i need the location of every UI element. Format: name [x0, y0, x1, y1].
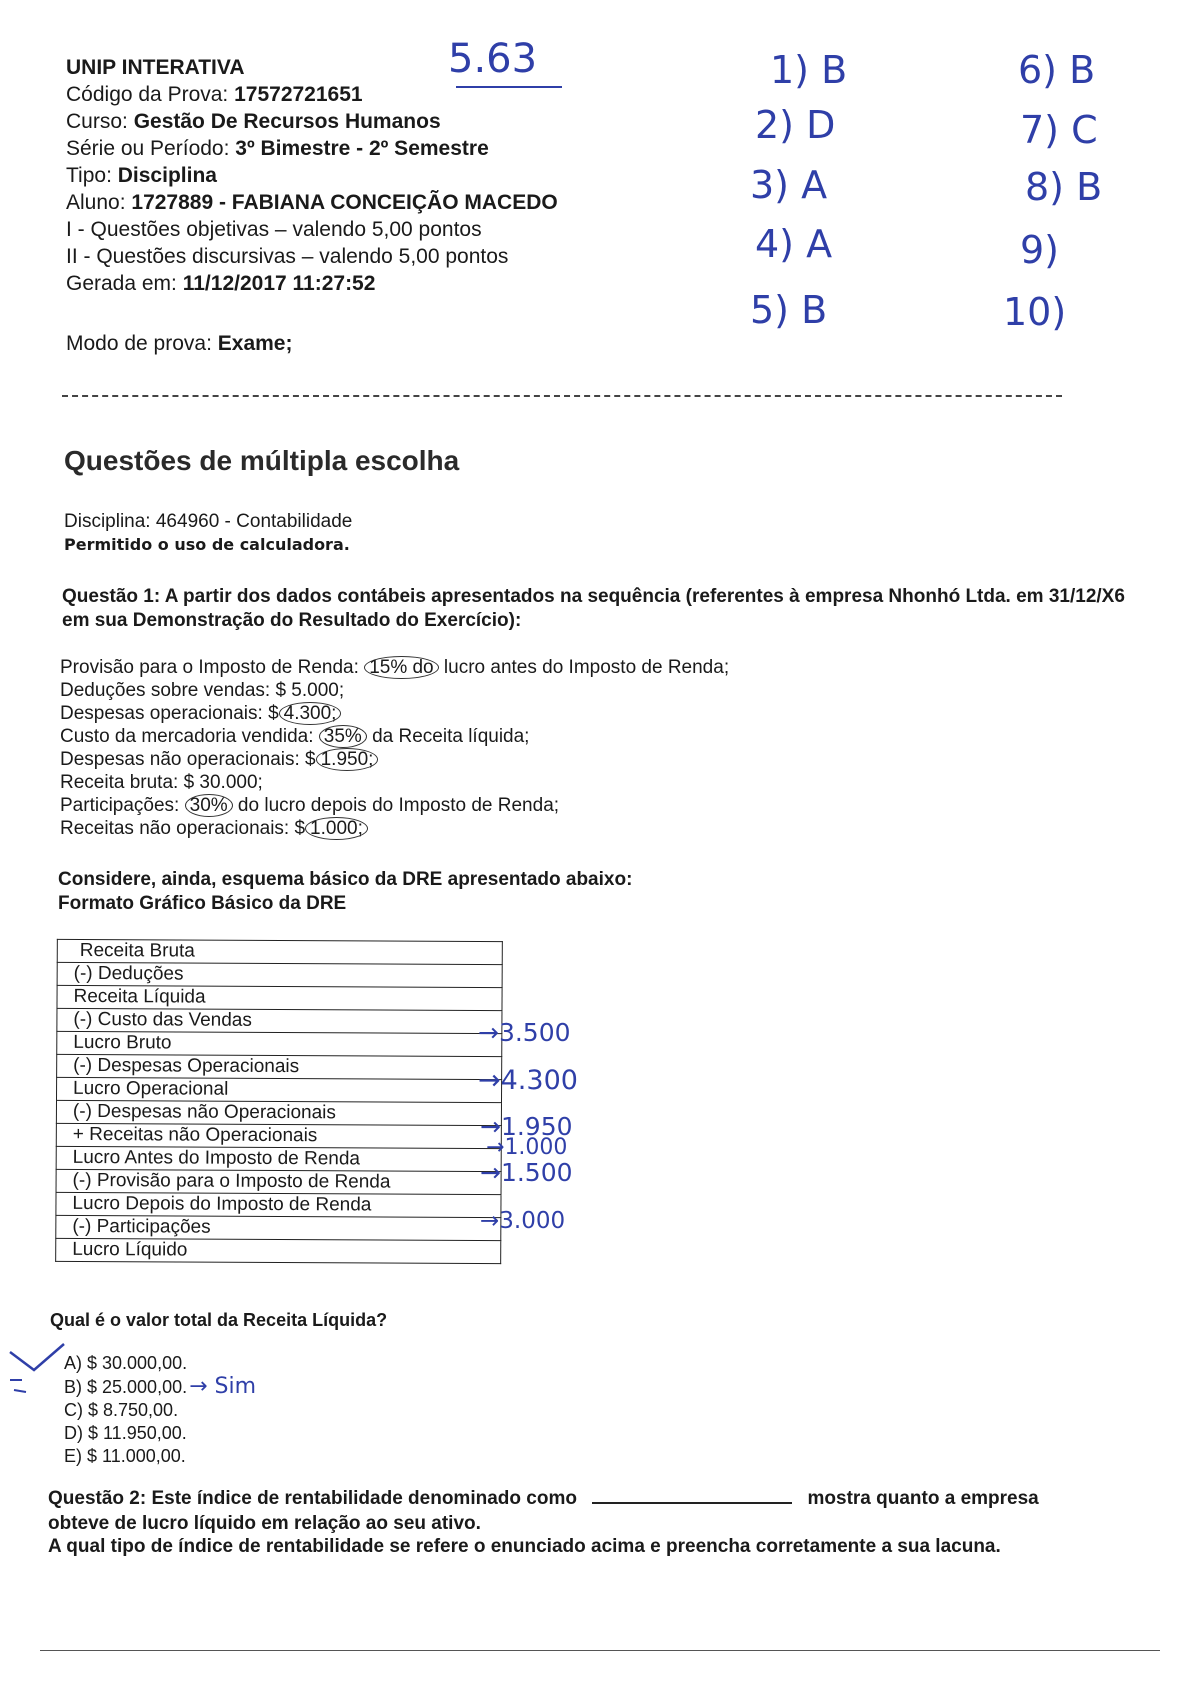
data-item: Deduções sobre vendas: $ 5.000; [60, 680, 345, 701]
table-row [56, 1123, 501, 1148]
header-divider [62, 395, 1062, 397]
discipline: Disciplina: 464960 - Contabilidade [64, 511, 353, 532]
generated-at: Gerada em: 11/12/2017 11:27:52 [66, 272, 376, 295]
question-1-data [60, 656, 729, 840]
table-row [56, 1192, 501, 1217]
handwritten-note: →1.000 [486, 1135, 568, 1160]
table-row [57, 1031, 502, 1056]
option-b: B) $ 25.000,00.→ Sim [64, 1374, 257, 1399]
objective-line: I - Questões objetivas – valendo 5,00 pontos [66, 218, 482, 241]
institution: UNIP INTERATIVA [66, 56, 245, 79]
header-block [66, 54, 558, 297]
handwritten-note: →1.500 [480, 1158, 573, 1187]
option-e: E) $ 11.000,00. [64, 1446, 186, 1466]
data-item: Custo da mercadoria vendida: 35% da Receita líquida; [60, 726, 530, 747]
table-row [56, 1146, 501, 1171]
dre-cell: Lucro Depois do Imposto de Renda [56, 1192, 501, 1217]
exam-type: Tipo: Disciplina [66, 164, 217, 187]
dre-cell: (-) Despesas não Operacionais [56, 1100, 501, 1125]
data-item: Despesas não operacionais: $ 1.950; [60, 748, 729, 771]
page-bottom-rule [40, 1650, 1160, 1651]
option-d: D) $ 11.950,00. [64, 1423, 187, 1443]
dre-cell: Lucro Antes do Imposto de Renda [56, 1146, 501, 1171]
dre-cell: (-) Deduções [57, 962, 502, 987]
calculator-note: Permitido o uso de calculadora. [64, 535, 350, 554]
question-2-line3: A qual tipo de índice de rentabilidade se refere o enunciado acima e preencha corretamente a sua lacuna. [48, 1536, 1001, 1557]
handwritten-note: →1.950 [480, 1112, 573, 1141]
dre-cell: (-) Participações [56, 1215, 501, 1240]
exam-code: Código da Prova: 17572721651 [66, 83, 363, 106]
option-a: A) $ 30.000,00. [64, 1353, 188, 1373]
handwritten-score: 5.63 [448, 36, 538, 82]
handwritten-answer-3: 3) A [750, 163, 828, 207]
dre-cell: Receita Bruta [57, 939, 502, 964]
table-row [56, 1169, 501, 1194]
student: Aluno: 1727889 - FABIANA CONCEIÇÃO MACEDO [66, 191, 558, 214]
data-item: Receita bruta: $ 30.000; [60, 772, 263, 793]
handwritten-answer-7: 7) C [1020, 108, 1098, 152]
dre-cell: Lucro Operacional [57, 1077, 502, 1102]
format-title: Formato Gráfico Básico da DRE [58, 893, 347, 914]
handwritten-note: →3.500 [478, 1018, 571, 1047]
table-row [57, 939, 502, 964]
consider-text: Considere, ainda, esquema básico da DRE apresentado abaixo: [58, 869, 633, 890]
handwritten-answer-6: 6) B [1018, 48, 1096, 92]
data-item: Provisão para o Imposto de Renda: 15% do lucro antes do Imposto de Renda; [60, 657, 730, 678]
handwritten-note: →4.300 [478, 1065, 578, 1096]
option-c: C) $ 8.750,00. [64, 1400, 179, 1420]
question-2-line1: Questão 2: Este índice de rentabilidade denominado como mostra quanto a empresa [48, 1488, 1039, 1509]
dre-cell: (-) Provisão para o Imposto de Renda [56, 1169, 501, 1194]
data-item: Receitas não operacionais: $ 1.000; [60, 817, 729, 840]
handwritten-answer-4: 4) A [755, 222, 833, 266]
handwritten-answer-1: 1) B [770, 48, 848, 92]
handwritten-note: →3.000 [480, 1208, 566, 1234]
handwritten-answer-9: 9) [1020, 228, 1060, 272]
handwritten-answer-5: 5) B [750, 288, 828, 332]
dre-cell: + Receitas não Operacionais [56, 1123, 501, 1148]
table-row [57, 985, 502, 1010]
table-row [56, 1100, 501, 1125]
check-mark-icon [4, 1340, 84, 1410]
dre-table [55, 939, 503, 1264]
question-1-statement: Questão 1: A partir dos dados contábeis apresentados na sequência (referentes à empresa Nhonhó Ltda. em 31/12/X6 em sua Demonstração do Resultado do Exercício): [62, 586, 1125, 631]
data-item: Despesas operacionais: $ 4.300; [60, 702, 729, 725]
dre-cell: (-) Custo das Vendas [57, 1008, 502, 1033]
question-2-line2: obteve de lucro líquido em relação ao seu ativo. [48, 1513, 481, 1534]
score-underline [456, 86, 562, 88]
discursive-line: II - Questões discursivas – valendo 5,00 pontos [66, 245, 509, 268]
exam-mode: Modo de prova: Exame; [66, 332, 293, 355]
table-row [57, 1054, 502, 1079]
course: Curso: Gestão De Recursos Humanos [66, 110, 441, 133]
data-item: Participações: 30% do lucro depois do Imposto de Renda; [60, 795, 560, 816]
handwritten-answer-2: 2) D [755, 103, 836, 147]
answer-blank [592, 1502, 792, 1504]
dre-cell: Lucro Líquido [56, 1238, 501, 1263]
table-row [56, 1238, 501, 1263]
table-row [57, 1077, 502, 1102]
table-row [57, 1008, 502, 1033]
handwritten-answer-8: 8) B [1025, 165, 1103, 209]
table-row [56, 1215, 501, 1240]
question-1-prompt: Qual é o valor total da Receita Líquida? [50, 1310, 388, 1330]
handwritten-answer-10: 10) [1003, 290, 1067, 334]
section-title: Questões de múltipla escolha [64, 445, 460, 476]
series: Série ou Período: 3º Bimestre - 2º Semestre [66, 137, 489, 160]
dre-cell: Receita Líquida [57, 985, 502, 1010]
table-row [57, 962, 502, 987]
dre-cell: Lucro Bruto [57, 1031, 502, 1056]
dre-cell: (-) Despesas Operacionais [57, 1054, 502, 1079]
question-1-options [64, 1352, 256, 1468]
